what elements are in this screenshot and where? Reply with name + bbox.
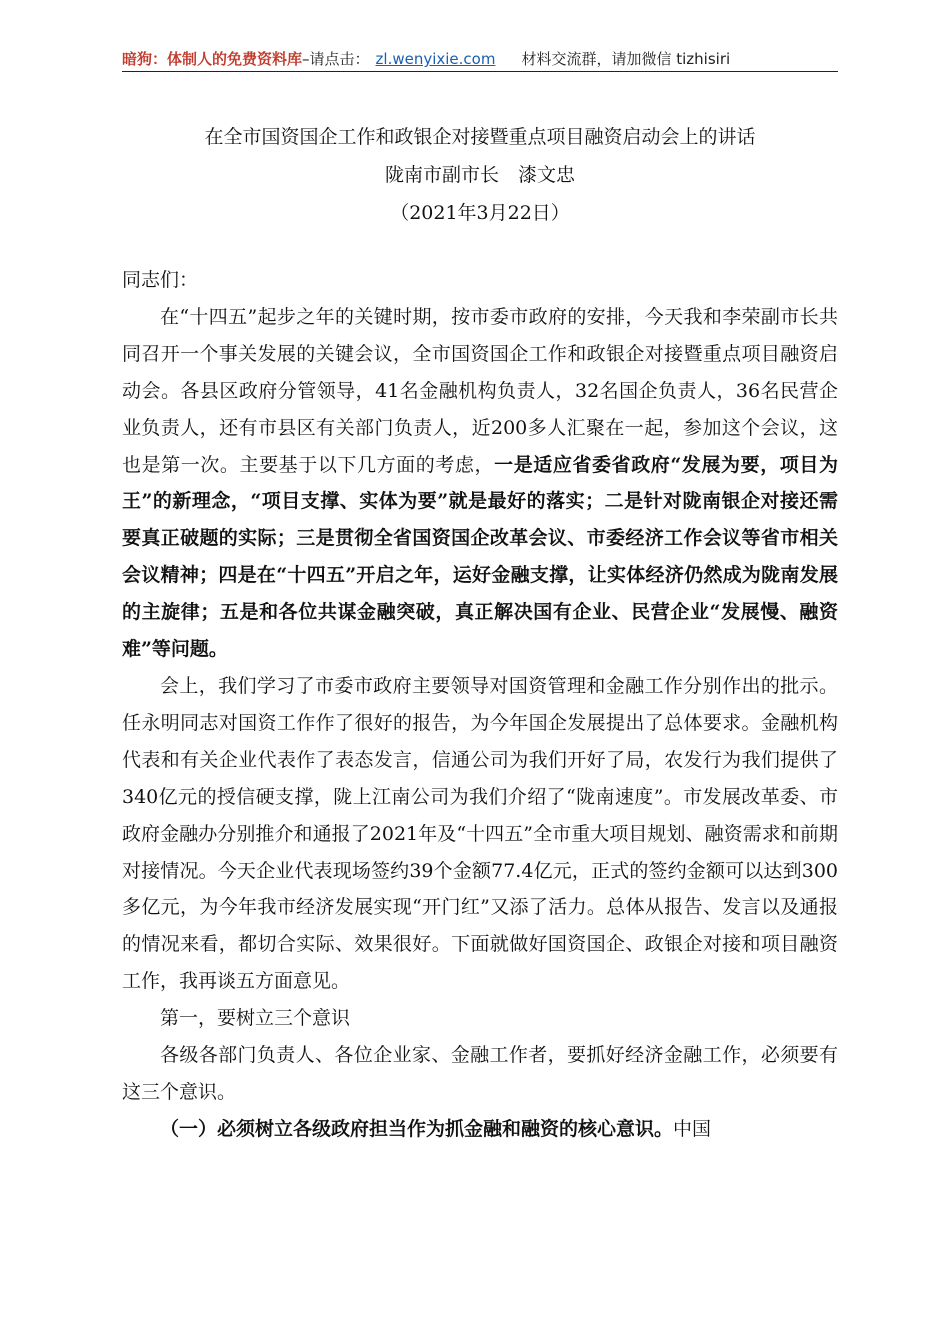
title-block [122, 118, 838, 232]
header-divider [122, 71, 838, 72]
document-title: 在全市国资国企工作和政银企对接暨重点项目融资启动会上的讲话 [204, 126, 756, 148]
paragraph-5 [122, 1111, 838, 1148]
paragraph-1 [122, 299, 838, 668]
speaker-line: 陇南市副市长 漆文忠 [384, 164, 575, 186]
page-header [122, 46, 838, 72]
paragraph-1-bold: 一是适应省委省政府“发展为要，项目为王”的新理念，“项目支撑、实体为要”就是最好的落实；二是针对陇南银企对接还需要真正破题的实际；三是贯彻全省国资国企改革会议、市委经济工作会议等省市相关会议精神；四是在“十四五”开启之年，运好金融支撑，让实体经济仍然成为陇南发展的主旋律；五是和各位共谋金融突破，真正解决国有企业、民营企业“发展慢、融资难”等问题。 [122, 453, 838, 661]
header-group-note: 材料交流群，请加微信 tizhisiri [521, 50, 731, 68]
section-heading-1: 第一，要树立三个意识 [160, 1007, 351, 1030]
paragraph-5-text: 中国 [673, 1117, 712, 1140]
paragraph-1-text: 在“十四五”起步之年的关键时期，按市委市政府的安排，今天我和李荣副市长共同召开一个事关发展的关键会议，全市国资国企工作和政银企对接暨重点项目融资启动会。各县区政府分管领导，41名金融机构负责人，32名国企负责人，36名民营企业负责人，还有市县区有关部门负责人，近200多人汇聚在一起，参加这个会议，这也是第一次。主要基于以下几方面的考虑， [122, 305, 838, 476]
paragraph-5-bold: （一）必须树立各级政府担当作为抓金融和融资的核心意识。 [160, 1117, 674, 1140]
document-body [122, 262, 838, 1148]
speech-date: （2021年3月22日） [390, 202, 570, 224]
paragraph-4: 各级各部门负责人、各位企业家、金融工作者，要抓好经济金融工作，必须要有这三个意识。 [122, 1044, 838, 1103]
header-brand: 暗狗：体制人的免费资料库 [122, 50, 303, 68]
header-prompt: –请点击： [302, 50, 370, 68]
paragraph-2: 会上，我们学习了市委市政府主要领导对国资管理和金融工作分别作出的批示。任永明同志对国资工作作了很好的报告，为今年国企发展提出了总体要求。金融机构代表和有关企业代表作了表态发言，信通公司为我们开好了局，农发行为我们提供了340亿元的授信硬支撑，陇上江南公司为我们介绍了“陇南速度”。市发展改革委、市政府金融办分别推介和通报了2021年及“十四五”全市重大项目规划、融资需求和前期对接情况。今天企业代表现场签约39个金额77.4亿元，正式的签约金额可以达到300多亿元，为今年我市经济发展实现“开门红”又添了活力。总体从报告、发言以及通报的情况来看，都切合实际、效果很好。下面就做好国资国企、政银企对接和项目融资工作，我再谈五方面意见。 [122, 674, 838, 993]
header-url-link[interactable]: zl.wenyixie.com [375, 50, 496, 68]
salutation: 同志们： [122, 269, 199, 291]
